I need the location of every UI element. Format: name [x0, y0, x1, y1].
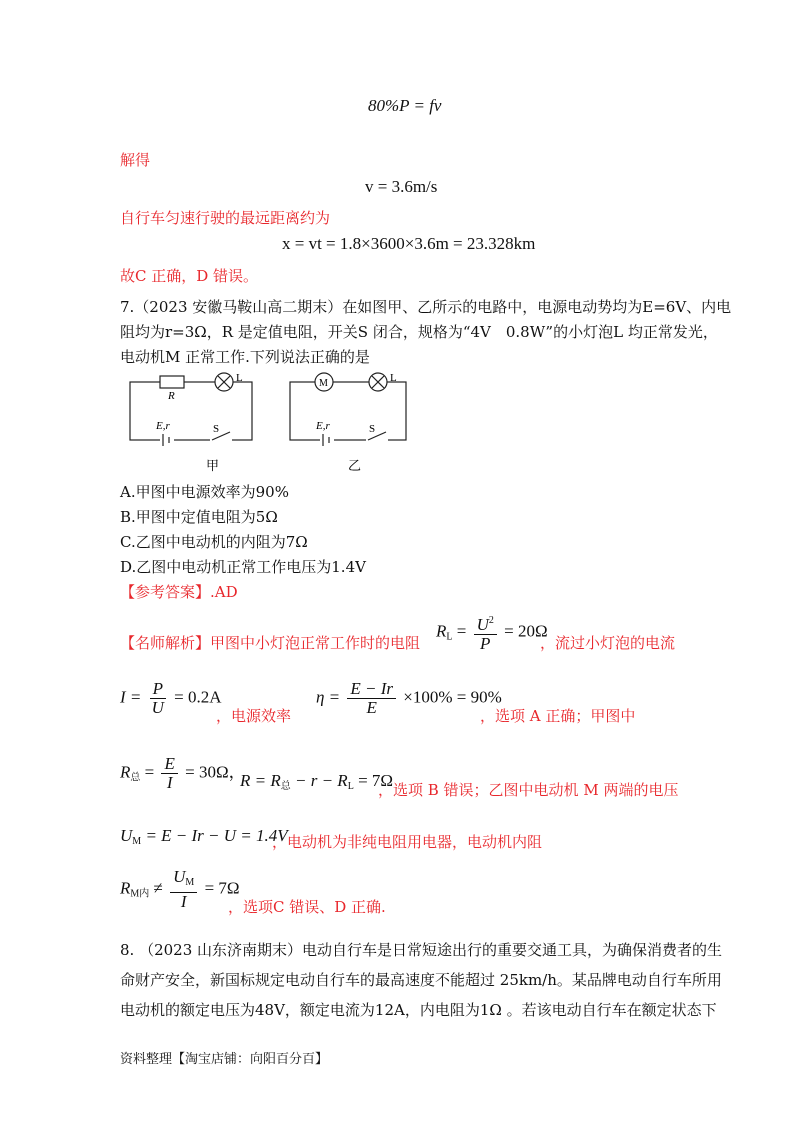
- label-s-left: S: [213, 423, 220, 435]
- analysis-row-2-mid: ，电源效率: [216, 707, 292, 725]
- equation-distance: x = vt = 1.8×3600×3.6m = 23.328km: [282, 234, 536, 253]
- analysis-row-1: 【名师解析】甲图中小灯泡正常工作时的电阻: [120, 634, 421, 652]
- caption-jia: 甲: [206, 458, 220, 473]
- label-s-right: S: [369, 423, 376, 435]
- distance-intro: 自行车匀速行驶的最远距离约为: [120, 209, 331, 227]
- formula-rl: $R_L$ = $\frac{U^2}{P}$ = 20Ω: [436, 612, 548, 653]
- label-er-right: E,r: [316, 420, 330, 432]
- option-c: C.乙图中电动机的内阻为7Ω: [120, 533, 308, 551]
- formula-i: I = $\frac{P}{U}$ = 0.2A: [120, 679, 222, 717]
- label-r-left: R: [168, 390, 175, 402]
- formula-rtotal: $R_总$ = $\frac{E}{I}$ = 30Ω，: [120, 754, 246, 792]
- analysis-row-2-tail: ，选项 A 正确；甲图中: [480, 707, 636, 725]
- label-er-left: E,r: [156, 420, 170, 432]
- equation-power: 80%P = fv: [368, 96, 442, 115]
- resistor-icon: [160, 376, 184, 388]
- footer: 资料整理【淘宝店铺：向阳百分百】: [120, 1052, 329, 1067]
- q8-line-1: 8. （2023 山东济南期末）电动自行车是日常短途出行的重要交通工具，为确保消费者的生: [120, 941, 723, 959]
- q8-line-2: 命财产安全，新国标规定电动自行车的最高速度不能超过 25km/h。某品牌电动自行车所用: [120, 971, 722, 989]
- option-a: A.甲图中电源效率为90%: [120, 483, 289, 501]
- answer: 【参考答案】.AD: [120, 583, 238, 601]
- solve-label: 解得: [120, 151, 151, 169]
- circuit-left: [130, 373, 252, 448]
- formula-r: $R = R_总 - r - R_L = 7\Omega$: [240, 771, 394, 792]
- conclusion: 故C 正确，D 错误。: [120, 267, 259, 285]
- analysis-row-1-tail: ，流过小灯泡的电流: [540, 634, 676, 652]
- label-l-right: L: [390, 372, 397, 384]
- formula-um: $U_M = E - Ir - U = 1.4V$: [120, 826, 288, 847]
- formula-eta: η = $\frac{E - Ir}{E}$ ×100% = 90%: [316, 679, 502, 717]
- analysis-row-4-tail: ，电动机为非纯电阻用电器，电动机内阻: [272, 833, 543, 851]
- formula-rm: $R_{M内}$ ≠ $\frac{U_M}{I}$ = 7Ω: [120, 867, 240, 911]
- analysis-row-3-tail: ，选项 B 错误；乙图中电动机 M 两端的电压: [378, 781, 679, 799]
- caption-yi: 乙: [348, 458, 362, 473]
- circuit-right: [290, 373, 406, 448]
- q8-line-3: 电动机的额定电压为48V，额定电流为12A，内电阻为1Ω 。若该电动自行车在额定状态下: [120, 1001, 717, 1019]
- q7-line-1: 7.（2023 安徽马鞍山高二期末）在如图甲、乙所示的电路中，电源电动势均为E=6V、内电: [120, 298, 732, 316]
- circuit-figure: [120, 370, 420, 480]
- analysis-row-5-tail: ，选项C 错误、D 正确.: [228, 898, 386, 916]
- q7-line-3: 电动机M 正常工作.下列说法正确的是: [120, 348, 370, 366]
- equation-speed: v = 3.6m/s: [365, 177, 438, 196]
- label-l-left: L: [236, 372, 243, 384]
- label-m: M: [319, 378, 328, 389]
- q7-line-2: 阻均为r=3Ω，R 是定值电阻，开关S 闭合，规格为“4V 0.8W”的小灯泡L 均正常发光，: [120, 323, 718, 341]
- option-b: B.甲图中定值电阻为5Ω: [120, 508, 278, 526]
- option-d: D.乙图中电动机正常工作电压为1.4V: [120, 558, 366, 576]
